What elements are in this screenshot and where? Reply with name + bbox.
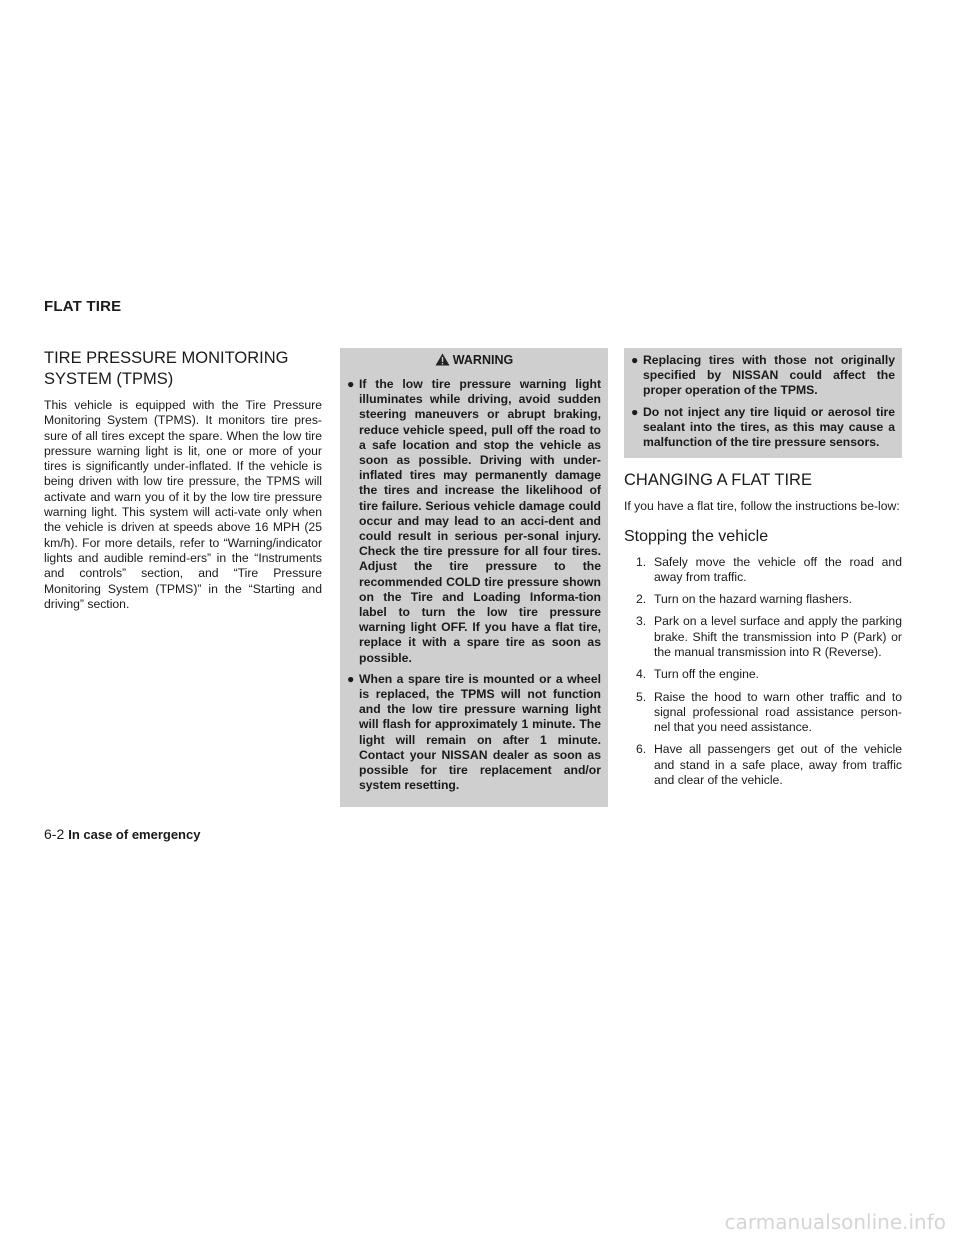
step-text: Raise the hood to warn other traffic and to signal professional road assistance person-nel that you need assistance. — [654, 689, 902, 735]
warning-item — [631, 405, 895, 451]
step-text: Park on a level surface and apply the parking brake. Shift the transmission into P (Park) or the manual transmission into R (Reverse). — [654, 614, 902, 659]
bullet-icon: ● — [347, 377, 355, 391]
step-number: 3. — [636, 614, 647, 629]
warning-item — [347, 672, 601, 794]
step-item — [624, 555, 902, 586]
chapter-title: FLAT TIRE — [44, 298, 122, 315]
warning-item-text: Replacing tires with those not originally specified by NISSAN could affect the proper operation of the TPMS. — [643, 353, 895, 398]
steps-list — [624, 555, 902, 789]
tpms-heading — [44, 348, 322, 390]
step-item — [624, 690, 902, 736]
step-text: Have all passengers get out of the vehicle and stand in a safe place, away from traffic and clear of the vehicle. — [654, 742, 902, 788]
warning-box-continued — [624, 348, 902, 458]
column-warning — [340, 348, 608, 807]
changing-tire-heading: CHANGING A FLAT TIRE — [624, 471, 812, 490]
tpms-heading-line2: SYSTEM (TPMS) — [44, 370, 174, 388]
warning-item — [631, 353, 895, 399]
step-number: 1. — [636, 554, 647, 569]
step-number: 2. — [636, 592, 647, 607]
page-number: 6-2 — [44, 826, 65, 842]
warning-title: WARNING — [452, 353, 514, 367]
step-item — [624, 592, 902, 607]
warning-item-text: If the low tire pressure warning light illuminates while driving, avoid sudden steering maneuvers or abrupt braking, reduce vehicle speed, pull off the road to a safe location and stop the vehicle as soon as possible. Driving with under-inflated tires may permanently damage the tires and increase the likelihood of tire failure. Serious vehicle damage could occur and may lead to an acci-dent and could result in serious per-sonal injury. Check the tire pressure for all four tires. Adjust the tire pressure to the recommended COLD tire pressure shown on the Tire and Loading Informa-tion label to turn the low tire pressure warning light OFF. If you have a flat tire, replace it with a spare tire as soon as possible. — [359, 377, 601, 665]
column-changing-tire — [624, 348, 902, 795]
column-tpms — [44, 348, 322, 620]
bullet-icon: ● — [631, 353, 639, 367]
step-item — [624, 614, 902, 660]
tpms-paragraph: This vehicle is equipped with the Tire Pressure Monitoring System (TPMS). It monitors tire pres-sure of all tires except the spare. When the low tire pressure warning light is lit, one or more of your tires is significantly under-inflated. If the vehicle is being driven with low tire pressure, the TPMS will activate and warn you of it by the low tire pressure warning light. This system will acti-vate only when the vehicle is driven at speeds above 16 MPH (25 km/h). For more details, refer to “Warning/indicator lights and audible remind-ers” in the “Instruments and controls” section, and “Tire Pressure Monitoring System (TPMS)” in the “Starting and driving” section. — [44, 398, 322, 611]
warning-header — [347, 353, 601, 369]
stopping-vehicle-heading: Stopping the vehicle — [624, 527, 769, 545]
step-number: 4. — [636, 667, 647, 682]
warning-item — [347, 377, 601, 666]
warning-item-text: When a spare tire is mounted or a wheel is replaced, the TPMS will not function and the low tire pressure warning light will flash for approximately 1 minute. The light will remain on after 1 minute. Contact your NISSAN dealer as soon as possible for tire replacement and/or system resetting. — [359, 671, 601, 793]
watermark-text: carmanualsonline.info — [724, 1210, 946, 1234]
step-text: Turn on the hazard warning flashers. — [654, 592, 853, 607]
step-number: 5. — [636, 689, 647, 704]
step-number: 6. — [636, 742, 647, 757]
warning-item-text: Do not inject any tire liquid or aerosol tire sealant into the tires, as this may cause a malfunction of the tire pressure sensors. — [643, 404, 895, 450]
step-item — [624, 667, 902, 682]
footer-section: In case of emergency — [68, 827, 201, 842]
step-item — [624, 742, 902, 788]
step-text: Turn off the engine. — [654, 667, 760, 682]
changing-tire-intro: If you have a flat tire, follow the instructions be-low: — [624, 499, 900, 514]
step-text: Safely move the vehicle off the road and away from traffic. — [654, 554, 902, 584]
tpms-heading-line1: TIRE PRESSURE MONITORING — [44, 349, 289, 367]
warning-box — [340, 348, 608, 807]
warning-triangle-icon — [435, 353, 450, 369]
page-footer — [44, 826, 200, 842]
bullet-icon: ● — [631, 404, 639, 419]
bullet-icon: ● — [347, 671, 355, 686]
